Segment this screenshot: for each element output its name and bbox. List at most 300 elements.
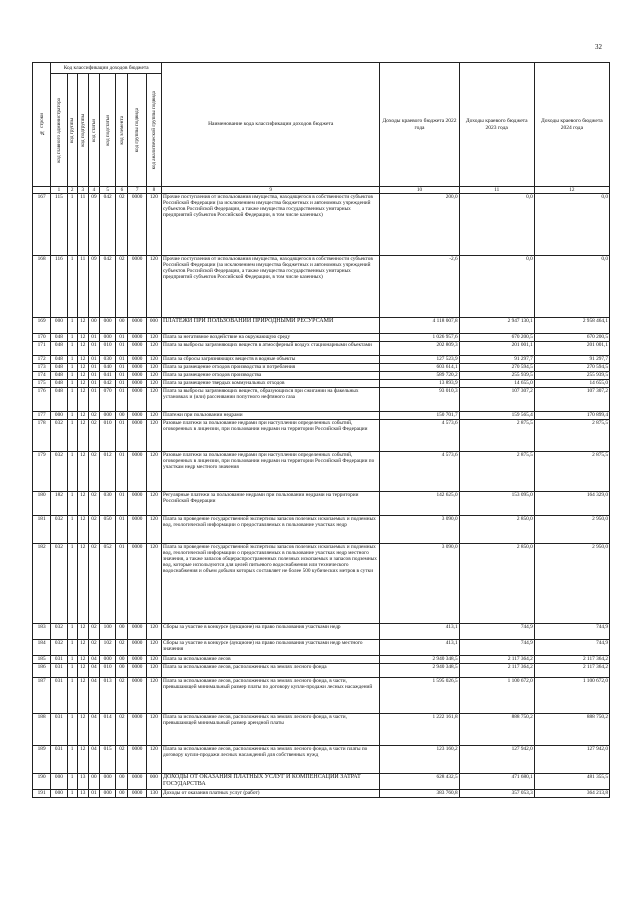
- code-cell: 030: [100, 492, 116, 516]
- code-cell: 0000: [128, 774, 146, 790]
- income-name-cell: Плата за использование лесов, расположенных на землях лесного фонда, в части платы по договору купли-продажи лесных насаждений для собственных нужд: [162, 746, 380, 774]
- income-name-cell: Плата за размещение отходов производства и потребления: [162, 364, 380, 372]
- row-number-cell: 183: [33, 624, 51, 640]
- column-number: 11: [459, 187, 534, 194]
- income-name-cell: Плата за размещение отходов производства: [162, 372, 380, 380]
- code-subheader: код элемента: [116, 74, 128, 187]
- amount-cell: 270 594,5: [459, 364, 534, 372]
- code-cell: 01: [116, 420, 128, 452]
- table-row: [33, 388, 610, 412]
- amount-cell: 14 655,0: [459, 380, 534, 388]
- code-cell: 130: [146, 790, 161, 798]
- code-cell: 0000: [128, 544, 146, 624]
- code-cell: 00: [116, 624, 128, 640]
- code-cell: 120: [146, 334, 161, 342]
- amount-cell: 670 200,5: [459, 334, 534, 342]
- code-cell: 048: [51, 356, 67, 364]
- code-cell: 120: [146, 746, 161, 774]
- code-cell: 120: [146, 516, 161, 544]
- code-cell: 042: [100, 194, 116, 256]
- code-cell: 02: [88, 640, 99, 656]
- code-cell: 1: [67, 714, 77, 746]
- income-name-cell: Прочие поступления от использования имущества, находящегося в собственности субъектов Российской Федерации (за исключением имущества бюджетных и автономных учреждений субъектов Российской Федерации, а также имущества государственных унитарных предприятий субъектов Российской Федерации, в том числе казенных): [162, 256, 380, 318]
- code-cell: 00: [116, 790, 128, 798]
- code-cell: 01: [116, 364, 128, 372]
- code-cell: 09: [88, 256, 99, 318]
- table-row: [33, 664, 610, 678]
- code-cell: 120: [146, 492, 161, 516]
- code-cell: 0000: [128, 656, 146, 664]
- amount-cell: 670 200,5: [534, 334, 609, 342]
- code-subheader: код аналитической группы подвида: [146, 74, 161, 187]
- code-cell: 031: [51, 664, 67, 678]
- code-subheader: код подстатьи: [100, 74, 116, 187]
- amount-cell: 4 573,6: [380, 420, 459, 452]
- code-cell: 1: [67, 452, 77, 492]
- code-cell: 000: [51, 790, 67, 798]
- code-cell: 12: [77, 388, 88, 412]
- code-cell: 12: [77, 334, 88, 342]
- amount-cell: 127 942,0: [459, 746, 534, 774]
- code-cell: 12: [77, 372, 88, 380]
- code-cell: 1: [67, 544, 77, 624]
- column-number: 2: [67, 187, 77, 194]
- code-cell: 120: [146, 194, 161, 256]
- amount-cell: 413,1: [380, 624, 459, 640]
- amount-cell: 127 942,0: [534, 746, 609, 774]
- row-number-cell: 186: [33, 664, 51, 678]
- code-cell: 02: [88, 492, 99, 516]
- code-cell: 031: [51, 746, 67, 774]
- code-cell: 0000: [128, 714, 146, 746]
- amount-cell: 1 026 957,6: [380, 334, 459, 342]
- table-row: [33, 746, 610, 774]
- row-number-cell: 190: [33, 774, 51, 790]
- code-cell: 0000: [128, 492, 146, 516]
- amount-cell: 2 875,5: [534, 420, 609, 452]
- code-cell: 12: [77, 412, 88, 420]
- code-cell: 12: [77, 516, 88, 544]
- income-name-cell: Плата за сбросы загрязняющих веществ в водные объекты: [162, 356, 380, 364]
- code-cell: 015: [100, 746, 116, 774]
- code-cell: 120: [146, 452, 161, 492]
- code-cell: 0000: [128, 664, 146, 678]
- amount-cell: 0,0: [459, 194, 534, 256]
- row-number-cell: 178: [33, 420, 51, 452]
- amount-cell: 0,0: [534, 194, 609, 256]
- column-number: 4: [88, 187, 99, 194]
- code-cell: 1: [67, 774, 77, 790]
- table-row: [33, 516, 610, 544]
- row-number-cell: 169: [33, 318, 51, 334]
- code-cell: 01: [116, 356, 128, 364]
- code-cell: 031: [51, 678, 67, 714]
- code-cell: 1: [67, 624, 77, 640]
- code-subheader: код главного администратора: [51, 74, 67, 187]
- code-cell: 13: [77, 790, 88, 798]
- code-cell: 000: [51, 318, 67, 334]
- code-cell: 032: [51, 420, 67, 452]
- amount-cell: 2 950,0: [534, 544, 609, 624]
- code-cell: 050: [100, 516, 116, 544]
- code-cell: 000: [100, 412, 116, 420]
- row-number-cell: 181: [33, 516, 51, 544]
- amount-cell: 383 760,8: [380, 790, 459, 798]
- income-name-cell: Плата за размещение твердых коммунальных отходов: [162, 380, 380, 388]
- table-row: [33, 714, 610, 746]
- row-number-cell: 173: [33, 364, 51, 372]
- code-cell: 013: [100, 678, 116, 714]
- amount-cell: 2 117 364,2: [459, 664, 534, 678]
- table-row: [33, 318, 610, 334]
- amount-cell: 1 222 161,8: [380, 714, 459, 746]
- code-cell: 120: [146, 544, 161, 624]
- amount-cell: 589 720,2: [380, 372, 459, 380]
- code-cell: 01: [88, 388, 99, 412]
- income-name-cell: Сборы за участие в конкурсе (аукционе) на право пользования участками недр местного значения: [162, 640, 380, 656]
- code-cell: 12: [77, 342, 88, 356]
- row-number-cell: 182: [33, 544, 51, 624]
- row-number-cell: 177: [33, 412, 51, 420]
- row-number-cell: 185: [33, 656, 51, 664]
- code-cell: 120: [146, 388, 161, 412]
- code-cell: 102: [100, 640, 116, 656]
- row-number-cell: 191: [33, 790, 51, 798]
- row-number-cell: 187: [33, 678, 51, 714]
- code-cell: 032: [51, 640, 67, 656]
- code-cell: 1: [67, 388, 77, 412]
- amount-cell: 164 329,0: [534, 492, 609, 516]
- income-name-cell: Платежи при пользовании недрами: [162, 412, 380, 420]
- amount-cell: 201 001,1: [534, 342, 609, 356]
- amount-cell: 888 750,2: [534, 714, 609, 746]
- amount-cell: 1 100 672,0: [459, 678, 534, 714]
- table-row: [33, 342, 610, 356]
- row-number-cell: 175: [33, 380, 51, 388]
- amount-cell: 2 850,0: [459, 516, 534, 544]
- amount-cell: 200,0: [380, 194, 459, 256]
- page-number: 32: [595, 43, 602, 51]
- income-name-cell: Доходы от оказания платных услуг (работ): [162, 790, 380, 798]
- amount-cell: 3 090,0: [380, 544, 459, 624]
- code-cell: 02: [88, 544, 99, 624]
- column-number: [33, 187, 51, 194]
- code-cell: 12: [77, 452, 88, 492]
- row-number-cell: 179: [33, 452, 51, 492]
- code-cell: 1: [67, 678, 77, 714]
- code-cell: 01: [116, 342, 128, 356]
- code-subheader: код статьи: [88, 74, 99, 187]
- code-cell: 000: [100, 318, 116, 334]
- code-cell: 0000: [128, 342, 146, 356]
- amount-cell: 357 053,3: [459, 790, 534, 798]
- amount-cell: 744,9: [459, 624, 534, 640]
- code-cell: 120: [146, 256, 161, 318]
- amount-cell: 150 701,7: [380, 412, 459, 420]
- amount-cell: 4 118 007,8: [380, 318, 459, 334]
- code-cell: 00: [88, 318, 99, 334]
- code-cell: 032: [51, 516, 67, 544]
- code-cell: 02: [116, 640, 128, 656]
- income-name-cell: Регулярные платежи за пользование недрами при пользовании недрами на территории Российской Федерации: [162, 492, 380, 516]
- code-cell: 01: [116, 334, 128, 342]
- income-name-cell: Плата за проведение государственной экспертизы запасов полезных ископаемых и подземных вод, геологической информации о предоставляемых в пользование участках недр: [162, 516, 380, 544]
- code-cell: 12: [77, 492, 88, 516]
- code-cell: 052: [100, 544, 116, 624]
- code-cell: 02: [116, 256, 128, 318]
- amount-cell: 744,9: [459, 640, 534, 656]
- code-cell: 12: [77, 544, 88, 624]
- code-cell: 048: [51, 364, 67, 372]
- amount-cell: 123 160,2: [380, 746, 459, 774]
- code-cell: 0000: [128, 452, 146, 492]
- code-cell: 0000: [128, 516, 146, 544]
- code-cell: 01: [88, 790, 99, 798]
- code-cell: 1: [67, 516, 77, 544]
- code-cell: 010: [100, 664, 116, 678]
- code-cell: 000: [51, 412, 67, 420]
- table-row: [33, 356, 610, 364]
- code-cell: 00: [88, 774, 99, 790]
- code-cell: 04: [88, 714, 99, 746]
- amount-cell: 255 939,5: [459, 372, 534, 380]
- column-number: 8: [146, 187, 161, 194]
- table-row: [33, 774, 610, 790]
- amount-cell: 2 875,5: [534, 452, 609, 492]
- amount-cell: 93 010,3: [380, 388, 459, 412]
- amount-cell: 201 001,1: [459, 342, 534, 356]
- code-cell: 000: [146, 318, 161, 334]
- amount-cell: 170 899,4: [534, 412, 609, 420]
- code-cell: 1: [67, 256, 77, 318]
- code-cell: 12: [77, 356, 88, 364]
- code-cell: 182: [51, 492, 67, 516]
- table-row: [33, 380, 610, 388]
- table-row: [33, 790, 610, 798]
- table-row: [33, 194, 610, 256]
- amount-cell: 4 573,6: [380, 452, 459, 492]
- amount-cell: 153 095,0: [459, 492, 534, 516]
- code-cell: 02: [88, 516, 99, 544]
- amount-cell: 13 893,9: [380, 380, 459, 388]
- code-cell: 0000: [128, 640, 146, 656]
- column-number: 12: [534, 187, 609, 194]
- amount-cell: 0,0: [459, 256, 534, 318]
- code-cell: 048: [51, 342, 67, 356]
- code-cell: 0000: [128, 364, 146, 372]
- code-cell: 02: [88, 624, 99, 640]
- column-number: 6: [116, 187, 128, 194]
- code-cell: 04: [88, 678, 99, 714]
- column-number: 3: [77, 187, 88, 194]
- code-subheader: код группы: [67, 74, 77, 187]
- code-cell: 000: [51, 774, 67, 790]
- column-number: 10: [380, 187, 459, 194]
- code-cell: 010: [100, 420, 116, 452]
- code-cell: 115: [51, 194, 67, 256]
- code-cell: 048: [51, 372, 67, 380]
- code-cell: 120: [146, 678, 161, 714]
- row-number-cell: 188: [33, 714, 51, 746]
- code-cell: 04: [88, 656, 99, 664]
- amount-cell: 0,0: [534, 256, 609, 318]
- code-cell: 120: [146, 372, 161, 380]
- code-cell: 12: [77, 746, 88, 774]
- income-2022-header: Доходы краевого бюджета 2022 года: [380, 63, 459, 187]
- row-number-cell: 170: [33, 334, 51, 342]
- income-classification-table: [32, 62, 610, 798]
- amount-cell: 2 958 464,1: [534, 318, 609, 334]
- code-cell: 100: [100, 624, 116, 640]
- income-name-cell: Плата за использование лесов, расположенных на землях лесного фонда, в части, превышающей минимальный размер платы по договору купли-продажи лесных насаждений: [162, 678, 380, 714]
- code-cell: 0000: [128, 790, 146, 798]
- code-cell: 120: [146, 624, 161, 640]
- code-cell: 02: [88, 412, 99, 420]
- code-cell: 04: [88, 746, 99, 774]
- code-cell: 0000: [128, 420, 146, 452]
- code-cell: 0000: [128, 318, 146, 334]
- amount-cell: 2 117 364,2: [534, 656, 609, 664]
- code-cell: 0000: [128, 624, 146, 640]
- code-cell: 000: [146, 774, 161, 790]
- amount-cell: 255 939,5: [534, 372, 609, 380]
- amount-cell: 888 750,2: [459, 714, 534, 746]
- row-number-cell: 189: [33, 746, 51, 774]
- amount-cell: 91 297,7: [459, 356, 534, 364]
- code-cell: 0000: [128, 412, 146, 420]
- code-cell: 0000: [128, 372, 146, 380]
- code-cell: 000: [100, 334, 116, 342]
- amount-cell: 2 940 348,5: [380, 656, 459, 664]
- code-cell: 04: [88, 664, 99, 678]
- code-cell: 01: [116, 372, 128, 380]
- code-cell: 12: [77, 318, 88, 334]
- classification-code-header: Код классификации доходов бюджета: [51, 63, 162, 74]
- code-cell: 09: [88, 194, 99, 256]
- code-subheader: код подгруппы: [77, 74, 88, 187]
- amount-cell: 364 213,8: [534, 790, 609, 798]
- code-cell: 040: [100, 364, 116, 372]
- code-cell: 01: [88, 372, 99, 380]
- code-cell: 048: [51, 388, 67, 412]
- amount-cell: 159 565,4: [459, 412, 534, 420]
- code-cell: 12: [77, 364, 88, 372]
- code-cell: 031: [51, 656, 67, 664]
- amount-cell: 2 117 364,2: [459, 656, 534, 664]
- amount-cell: 744,9: [534, 640, 609, 656]
- income-name-cell: Прочие поступления от использования имущества, находящегося в собственности субъектов Российской Федерации (за исключением имущества бюджетных и автономных учреждений субъектов Российской Федерации, а также имущества государственных унитарных предприятий субъектов Российской Федерации, в том числе казенных): [162, 194, 380, 256]
- code-cell: 12: [77, 380, 88, 388]
- amount-cell: 3 090,0: [380, 516, 459, 544]
- table-row: [33, 656, 610, 664]
- amount-cell: 91 297,7: [534, 356, 609, 364]
- code-cell: 1: [67, 194, 77, 256]
- income-name-cell: ПЛАТЕЖИ ПРИ ПОЛЬЗОВАНИИ ПРИРОДНЫМИ РЕСУРСАМИ: [162, 318, 380, 334]
- table-row: [33, 412, 610, 420]
- amount-cell: -2,6: [380, 256, 459, 318]
- income-name-cell: Плата за выбросы загрязняющих веществ в атмосферный воздух стационарными объектами: [162, 342, 380, 356]
- row-number-cell: 180: [33, 492, 51, 516]
- code-cell: 01: [88, 356, 99, 364]
- amount-cell: 202 809,3: [380, 342, 459, 356]
- code-cell: 120: [146, 356, 161, 364]
- code-cell: 02: [116, 746, 128, 774]
- code-cell: 01: [116, 516, 128, 544]
- code-cell: 120: [146, 664, 161, 678]
- code-cell: 0000: [128, 256, 146, 318]
- amount-cell: 142 625,0: [380, 492, 459, 516]
- table-row: [33, 372, 610, 380]
- code-cell: 02: [116, 714, 128, 746]
- code-cell: 1: [67, 342, 77, 356]
- name-header: Наименование кода классификации доходов бюджета: [162, 63, 380, 187]
- code-cell: 1: [67, 492, 77, 516]
- code-cell: 00: [116, 318, 128, 334]
- table-row: [33, 678, 610, 714]
- code-cell: 030: [100, 356, 116, 364]
- code-cell: 1: [67, 380, 77, 388]
- row-number-header: № строки: [33, 63, 51, 187]
- amount-cell: 1 100 672,0: [534, 678, 609, 714]
- code-cell: 120: [146, 342, 161, 356]
- row-number-cell: 174: [33, 372, 51, 380]
- code-cell: 1: [67, 318, 77, 334]
- code-cell: 041: [100, 372, 116, 380]
- amount-cell: 2 940 348,5: [380, 664, 459, 678]
- code-cell: 1: [67, 364, 77, 372]
- code-cell: 12: [77, 640, 88, 656]
- amount-cell: 2 875,5: [459, 452, 534, 492]
- amount-cell: 603 614,1: [380, 364, 459, 372]
- code-cell: 00: [116, 664, 128, 678]
- code-cell: 01: [88, 380, 99, 388]
- income-name-cell: Разовые платежи за пользование недрами при наступлении определенных событий, оговоренных в лицензии, при пользовании недрами на территории Российской Федерации по участкам недр местного значения: [162, 452, 380, 492]
- code-cell: 0000: [128, 678, 146, 714]
- amount-cell: 471 680,1: [459, 774, 534, 790]
- code-cell: 031: [51, 714, 67, 746]
- income-2023-header: Доходы краевого бюджета 2023 года: [459, 63, 534, 187]
- amount-cell: 2 117 364,2: [534, 664, 609, 678]
- code-cell: 02: [88, 420, 99, 452]
- table-row: [33, 364, 610, 372]
- table-row: [33, 544, 610, 624]
- column-number: 7: [128, 187, 146, 194]
- code-cell: 032: [51, 624, 67, 640]
- code-cell: 01: [116, 452, 128, 492]
- table-row: [33, 640, 610, 656]
- row-number-cell: 184: [33, 640, 51, 656]
- code-cell: 120: [146, 656, 161, 664]
- code-cell: 1: [67, 640, 77, 656]
- income-name-cell: Плата за использование лесов: [162, 656, 380, 664]
- code-cell: 012: [100, 452, 116, 492]
- code-cell: 1: [67, 412, 77, 420]
- amount-cell: 481 355,5: [534, 774, 609, 790]
- code-cell: 048: [51, 380, 67, 388]
- row-number-cell: 167: [33, 194, 51, 256]
- amount-cell: 107 307,2: [534, 388, 609, 412]
- code-cell: 000: [100, 774, 116, 790]
- code-cell: 01: [88, 334, 99, 342]
- column-number: 5: [100, 187, 116, 194]
- code-cell: 0000: [128, 388, 146, 412]
- code-cell: 1: [67, 664, 77, 678]
- code-cell: 1: [67, 656, 77, 664]
- code-cell: 00: [116, 656, 128, 664]
- code-cell: 120: [146, 714, 161, 746]
- amount-cell: 127 523,9: [380, 356, 459, 364]
- code-cell: 12: [77, 656, 88, 664]
